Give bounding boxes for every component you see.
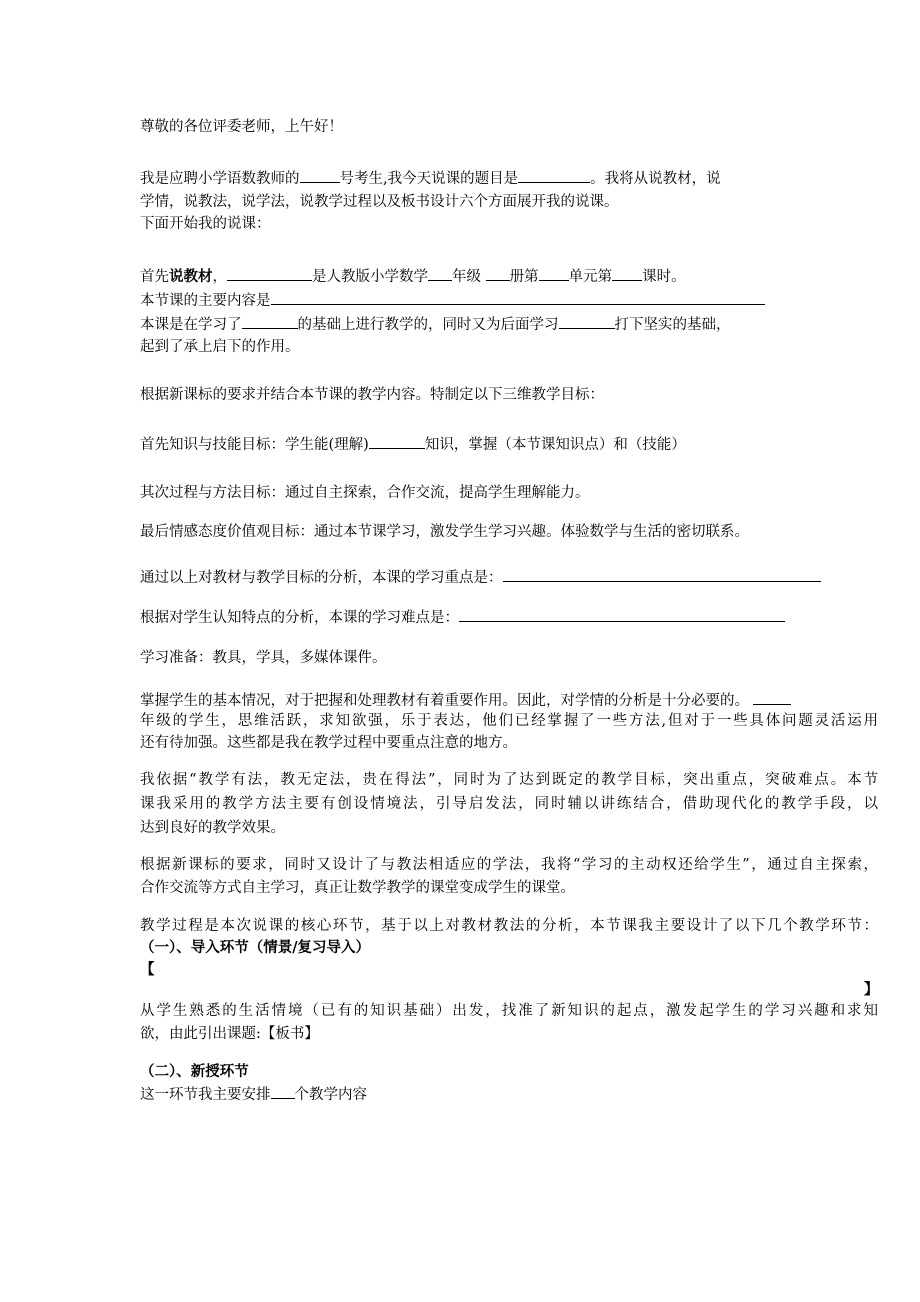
role-line: 起到了承上启下的作用。: [140, 339, 300, 355]
emotion-goal: 最后情感态度价值观目标：通过本节课学习，激发学生学习兴趣。体验数学与生活的密切联系。: [140, 524, 749, 540]
volume-blank[interactable]: [486, 265, 510, 281]
students-line-2: 年级的学生，思维活跃，求知欲强，乐于表达，他们已经掌握了一些方法,但对于一些具体问题灵活运用: [140, 713, 878, 729]
key-point-blank[interactable]: [503, 566, 821, 582]
content-line: 本节课的主要内容是: [140, 289, 765, 312]
content-count-blank[interactable]: [271, 1083, 295, 1099]
bracket-open: 【: [140, 961, 155, 978]
content-blank[interactable]: [271, 289, 765, 305]
process-intro: 教学过程是本次说课的核心环节，基于以上对教材教法的分析，本节课我主要设计了以下几个教学环节：: [140, 918, 878, 934]
intro-line-2: 学情，说教法，说学法，说教学过程以及板书设计六个方面展开我的说课。: [140, 194, 619, 210]
lesson-blank[interactable]: [612, 265, 642, 281]
greeting: 尊敬的各位评委老师，上午好！: [140, 119, 343, 135]
difficulty-blank[interactable]: [459, 606, 785, 622]
material-line: 首先说教材， 是人教版小学数学 年级 册第 单元第 课时。: [140, 265, 686, 288]
step1-line-2: 欲，由此引出课题:【板书】: [140, 1026, 319, 1042]
exam-number-blank[interactable]: [300, 167, 340, 183]
difficulty-line: 根据对学生认知特点的分析，本课的学习难点是：: [140, 606, 785, 629]
learning-line-2: 合作交流等方式自主学习，真正让数学教学的课堂变成学生的课堂。: [140, 880, 575, 896]
methods-line-3: 达到良好的教学效果。: [140, 820, 285, 836]
students-line-1: 掌握学生的基本情况，对于把握和处理教材有着重要作用。因此，对学情的分析是十分必要的。: [140, 689, 791, 712]
later-knowledge-blank[interactable]: [559, 313, 615, 329]
student-grade-blank[interactable]: [753, 689, 791, 705]
students-line-3: 还有待加强。这些都是我在教学过程中要重点注意的地方。: [140, 735, 517, 751]
knowledge-goal: 首先知识与技能目标：学生能(理解) 知识，掌握（本节课知识点）和（技能）: [140, 433, 686, 456]
process-goal: 其次过程与方法目标：通过自主探索，合作交流，提高学生理解能力。: [140, 485, 590, 501]
unit-blank[interactable]: [539, 265, 569, 281]
topic-blank[interactable]: [518, 167, 590, 183]
methods-line-2: 课我采用的教学方法主要有创设情境法，引导启发法，同时辅以讲练结合，借助现代化的教学手段，以: [140, 796, 878, 812]
intro-line-3: 下面开始我的说课：: [140, 216, 271, 232]
prep-line: 学习准备：教具，学具，多媒体课件。: [140, 650, 387, 666]
step2-title: （二）、新授环节: [140, 1063, 249, 1080]
textbook-blank[interactable]: [227, 265, 312, 281]
prior-knowledge-blank[interactable]: [242, 313, 298, 329]
step1-title: （一）、导入环节（情景/复习导入）: [140, 939, 371, 956]
bracket-close: 】: [864, 981, 879, 998]
intro-line-1: 我是应聘小学语数教师的 号考生,我今天说课的题目是 。我将从说教材，说: [140, 167, 721, 190]
key-point-line: 通过以上对教材与教学目标的分析，本课的学习重点是：: [140, 566, 821, 589]
step2-line: 这一环节我主要安排 个教学内容: [140, 1083, 367, 1106]
learning-line-1: 根据新课标的要求，同时又设计了与教法相适应的学法，我将“学习的主动权还给学生”，通过自主探索，: [140, 857, 878, 873]
goals-intro: 根据新课标的要求并结合本节课的教学内容。特制定以下三维教学目标：: [140, 387, 604, 403]
knowledge-blank[interactable]: [369, 433, 425, 449]
basis-line: 本课是在学习了 的基础上进行教学的，同时又为后面学习 打下坚实的基础，: [140, 313, 731, 336]
grade-blank[interactable]: [428, 265, 452, 281]
methods-line-1: 我依据“教学有法，教无定法，贵在得法”，同时为了达到既定的教学目标，突出重点，突破难点。本节: [140, 772, 878, 788]
step1-line-1: 从学生熟悉的生活情境（已有的知识基础）出发，找准了新知识的起点，激发起学生的学习兴趣和求知: [140, 1003, 878, 1019]
